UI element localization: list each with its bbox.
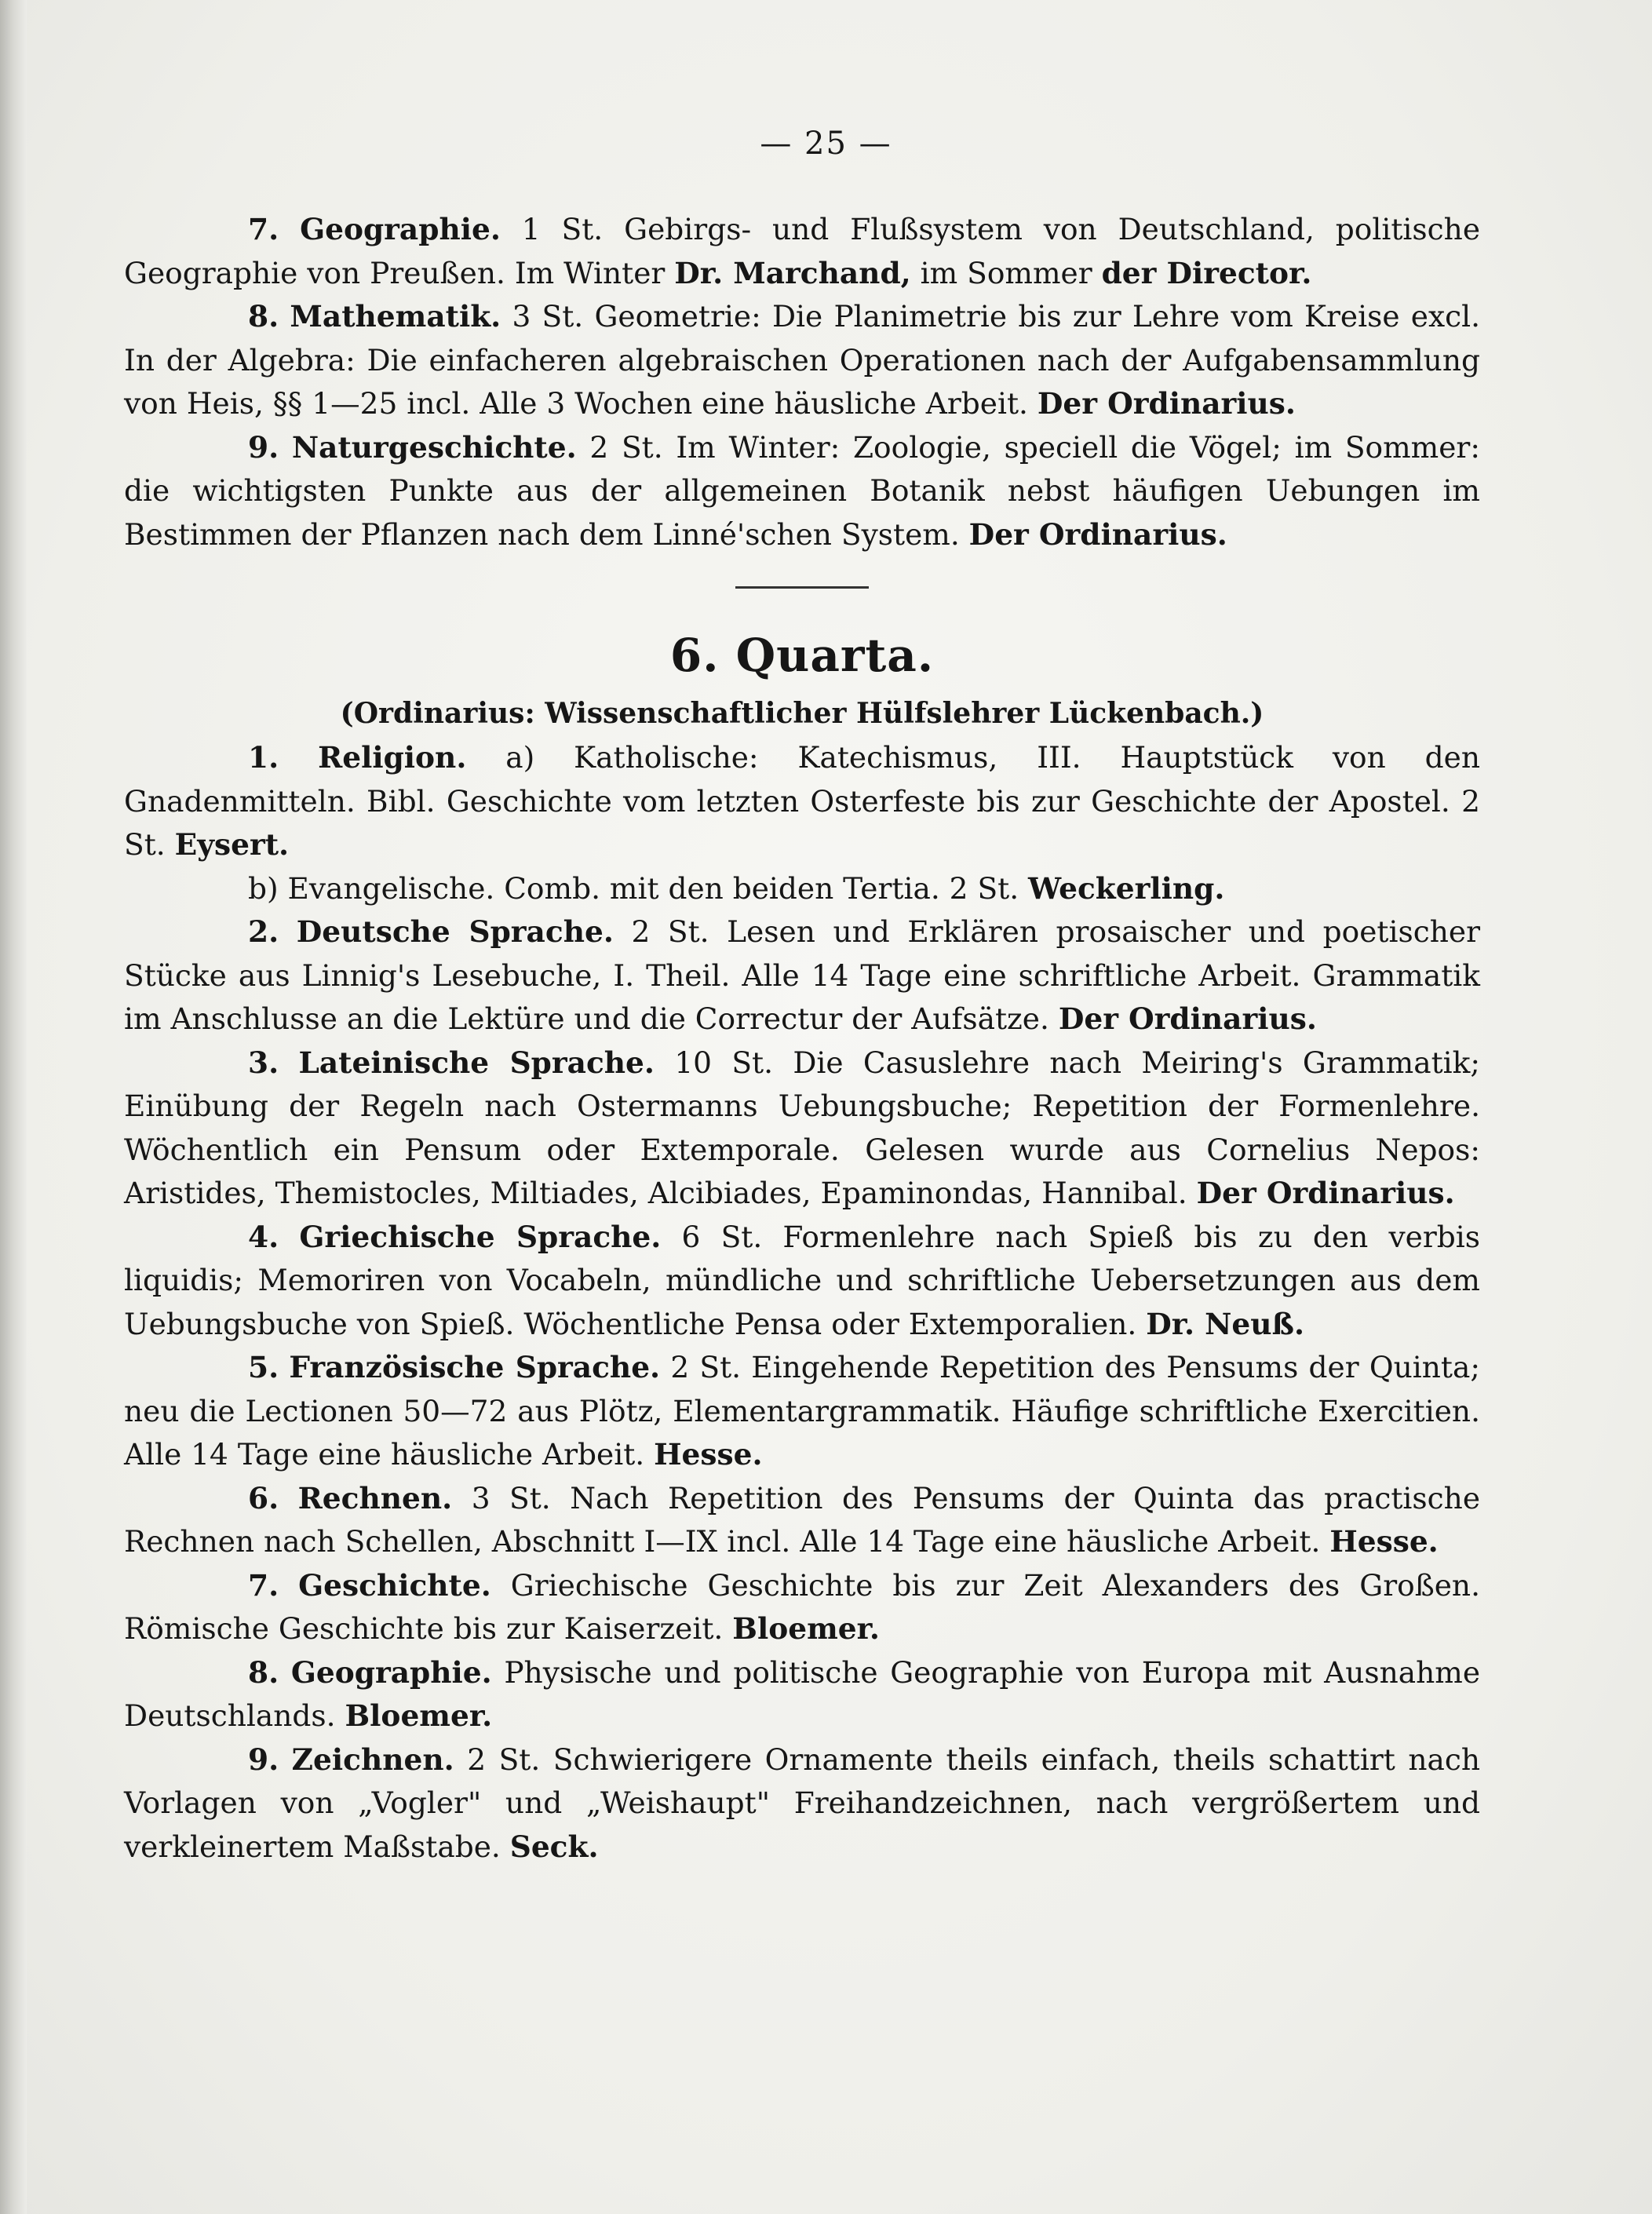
- section-title: 6. Quarta.: [669, 629, 935, 682]
- entry-subject: Lateinische Sprache.: [298, 1045, 655, 1080]
- entry-text: 1 St. Gebirgs- und Flußsystem von Deutschland, politische Geographie von Preußen. Im Winter: [124, 212, 1481, 290]
- entry-deutsche-sprache: [124, 910, 1480, 1041]
- entry-subject: Naturgeschichte.: [291, 429, 577, 465]
- entry-rechnen: [124, 1477, 1480, 1564]
- entry-subject: Geschichte.: [298, 1567, 491, 1603]
- entry-franzoesische-sprache: [124, 1346, 1480, 1477]
- entry-teacher: Hesse.: [1329, 1524, 1439, 1559]
- entry-text-2: im Sommer: [920, 255, 1092, 290]
- entry-text: 10 St. Die Casuslehre nach Meiring's Grammatik; Einübung der Regeln nach Ostermanns Uebungsbuche; Repetition der Formenlehre. Wöchentlich ein Pensum oder Extemporale. Gelesen wurde aus Cornelius Nepos: Aristides, Themistocles, Miltiades, Alcibiades, Epaminondas, Hannibal.: [124, 1045, 1481, 1210]
- entry-zeichnen: [124, 1738, 1480, 1869]
- entry-teacher: Bloemer.: [732, 1611, 880, 1646]
- section-divider: [735, 586, 869, 589]
- entry-teacher: Der Ordinarius.: [1058, 1001, 1317, 1036]
- entry-teacher: Dr. Neuß.: [1146, 1306, 1305, 1341]
- entry-religion-evangelisch: [124, 867, 1480, 911]
- entry-teacher: Seck.: [509, 1829, 599, 1864]
- entry-griechische-sprache: [124, 1216, 1480, 1347]
- entry-subject: Geographie.: [290, 1654, 492, 1690]
- entry-lateinische-sprache: [124, 1041, 1480, 1216]
- entry-text: 2 St. Lesen und Erklären prosaischer und poetischer Stücke aus Linnig's Lesebuche, I. Theil. Alle 14 Tage eine schriftliche Arbeit. Grammatik im Anschlusse an die Lektüre und die Correctur der Aufsätze.: [124, 914, 1481, 1036]
- entry-teacher: Bloemer.: [345, 1698, 493, 1733]
- entry-text: 2 St. Im Winter: Zoologie, speciell die Vögel; im Sommer: die wichtigsten Punkte aus der allgemeinen Botanik nebst häufigen Uebungen im Bestimmen der Pflanzen nach dem Linné'schen System.: [124, 429, 1480, 552]
- entry-subject: Zeichnen.: [291, 1742, 454, 1777]
- entry-text: 3 St. Nach Repetition des Pensums der Quinta das practische Rechnen nach Schellen, Abschnitt I—IX incl. Alle 14 Tage eine häusliche Arbeit.: [124, 1480, 1481, 1559]
- entry-teacher: Hesse.: [654, 1437, 763, 1472]
- entry-geographie: [124, 1651, 1480, 1738]
- entry-teacher-2: der Director.: [1101, 255, 1312, 290]
- entry-text: a) Katholische: Katechismus, III. Hauptstück von den Gnadenmitteln. Bibl. Geschichte vom letzten Osterfeste bis zur Geschichte der Apostel. 2 St.: [124, 740, 1481, 862]
- entry-subject: Mathematik.: [290, 299, 501, 334]
- entry-text: 2 St. Schwierigere Ornamente theils einfach, theils schattirt nach Vorlagen von „Vogler" und „Weishaupt" Freihandzeichnen, nach vergrößertem und verkleinertem Maßstabe.: [124, 1742, 1481, 1864]
- entry-number: 4.: [248, 1219, 279, 1254]
- entry-subject: Geographie.: [300, 212, 501, 246]
- entry-text: Physische und politische Geographie von Europa mit Ausnahme Deutschlands.: [124, 1654, 1481, 1733]
- entry-teacher: Der Ordinarius.: [1196, 1176, 1455, 1210]
- entry-geschichte: [124, 1564, 1480, 1651]
- entry-teacher: Dr. Marchand,: [674, 255, 911, 290]
- entry-text: 2 St. Eingehende Repetition des Pensums der Quinta; neu die Lectionen 50—72 aus Plötz, Elementargrammatik. Häufige schriftliche Exercitien. Alle 14 Tage eine häusliche Arbeit.: [124, 1350, 1480, 1472]
- entry-subject: Deutsche Sprache.: [296, 914, 614, 949]
- entry-text: 6 St. Formenlehre nach Spieß bis zu den verbis liquidis; Memoriren von Vocabeln, mündliche und schriftliche Uebersetzungen aus dem Uebungsbuche von Spieß. Wöchentliche Pensa oder Extemporalien.: [124, 1219, 1481, 1341]
- entry-teacher: Der Ordinarius.: [1037, 386, 1296, 421]
- entry-number: 2.: [248, 914, 279, 949]
- entry-religion-katholisch: [124, 736, 1480, 867]
- entry-teacher: Der Ordinarius.: [968, 516, 1227, 552]
- entry-text: b) Evangelische. Comb. mit den beiden Tertia. 2 St.: [248, 870, 1019, 906]
- entry-text: Griechische Geschichte bis zur Zeit Alexanders des Großen. Römische Geschichte bis zur Kaiserzeit.: [124, 1567, 1481, 1646]
- book-spine-shadow: [0, 0, 27, 2214]
- page-number: — 25 —: [760, 126, 892, 162]
- entry-teacher: Eysert.: [174, 827, 290, 862]
- entry-number: 6.: [248, 1480, 279, 1516]
- entry-text: 3 St. Geometrie: Die Planimetrie bis zur Lehre vom Kreise excl. In der Algebra: Die einfacheren algebraischen Operationen nach der Aufgabensammlung von Heis, §§ 1—25 incl. Alle 3 Wochen eine häusliche Arbeit.: [124, 299, 1481, 421]
- entry-number: 1.: [248, 740, 279, 775]
- entry-subject: Französische Sprache.: [289, 1350, 661, 1384]
- entry-number: 7.: [248, 1567, 279, 1603]
- entry-geographie-top: [124, 208, 1480, 295]
- entry-teacher: Weckerling.: [1028, 870, 1225, 906]
- entry-subject: Griechische Sprache.: [299, 1219, 662, 1254]
- entry-naturgeschichte: [124, 426, 1480, 557]
- entry-subject: Rechnen.: [297, 1480, 453, 1516]
- entry-mathematik: [124, 295, 1480, 426]
- page-body: [124, 208, 1480, 1869]
- entry-number: 5.: [248, 1350, 279, 1384]
- entry-number: 8.: [248, 299, 279, 334]
- entry-number: 3.: [248, 1045, 279, 1080]
- entry-number: 9.: [248, 429, 279, 465]
- section-subtitle: (Ordinarius: Wissenschaftlicher Hülfslehrer Lückenbach.): [340, 697, 1264, 730]
- entry-number: 7.: [248, 212, 279, 246]
- entry-number: 9.: [248, 1742, 279, 1777]
- entry-number: 8.: [248, 1654, 279, 1690]
- entry-subject: Religion.: [318, 740, 467, 775]
